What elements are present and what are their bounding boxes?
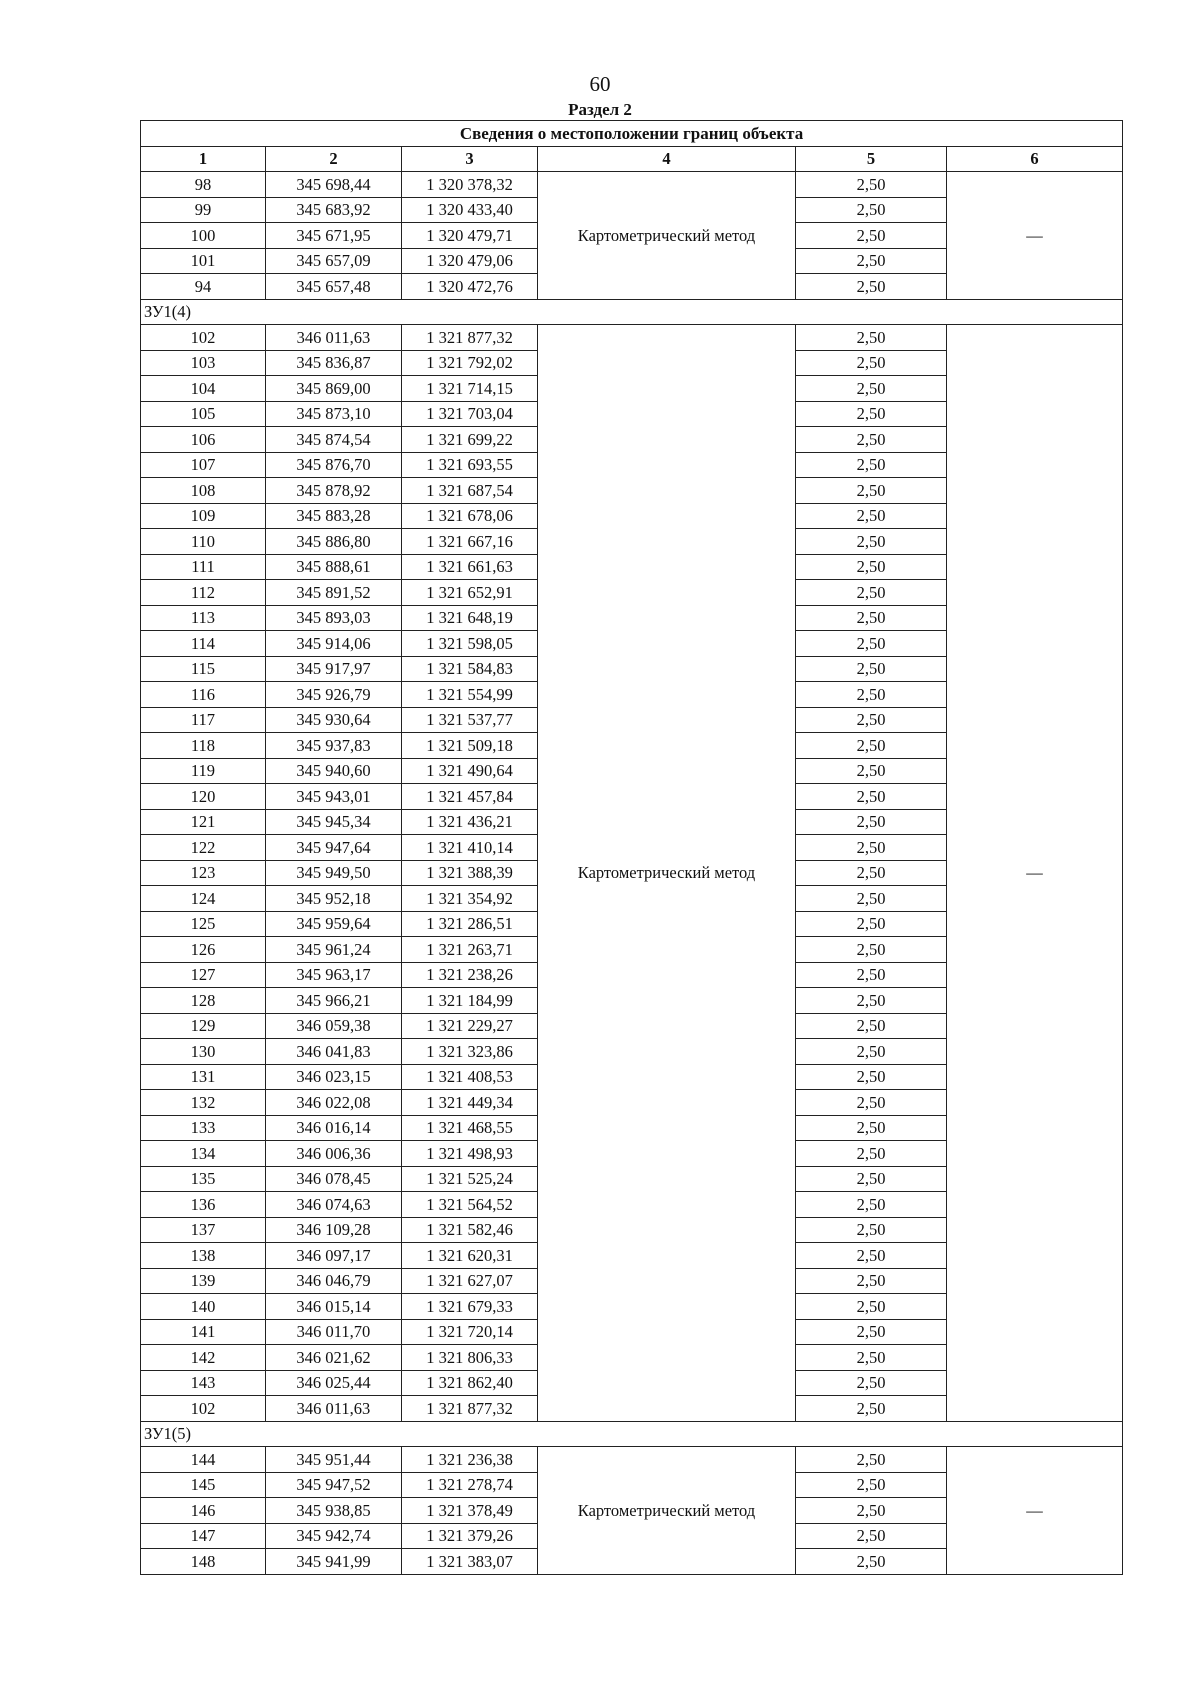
accuracy-cell: 2,50 xyxy=(796,325,947,351)
point-number-cell: 146 xyxy=(141,1498,266,1524)
accuracy-cell: 2,50 xyxy=(796,172,947,198)
accuracy-cell: 2,50 xyxy=(796,1013,947,1039)
y-coordinate-cell: 1 321 286,51 xyxy=(402,911,538,937)
y-coordinate-cell: 1 321 383,07 xyxy=(402,1549,538,1575)
point-number-cell: 143 xyxy=(141,1370,266,1396)
accuracy-cell: 2,50 xyxy=(796,1345,947,1371)
y-coordinate-cell: 1 321 627,07 xyxy=(402,1268,538,1294)
y-coordinate-cell: 1 320 378,32 xyxy=(402,172,538,198)
point-number-cell: 105 xyxy=(141,401,266,427)
x-coordinate-cell: 345 959,64 xyxy=(266,911,402,937)
accuracy-cell: 2,50 xyxy=(796,503,947,529)
x-coordinate-cell: 345 949,50 xyxy=(266,860,402,886)
y-coordinate-cell: 1 321 862,40 xyxy=(402,1370,538,1396)
accuracy-cell: 2,50 xyxy=(796,1370,947,1396)
x-coordinate-cell: 346 074,63 xyxy=(266,1192,402,1218)
x-coordinate-cell: 346 016,14 xyxy=(266,1115,402,1141)
point-number-cell: 108 xyxy=(141,478,266,504)
x-coordinate-cell: 345 945,34 xyxy=(266,809,402,835)
y-coordinate-cell: 1 321 449,34 xyxy=(402,1090,538,1116)
y-coordinate-cell: 1 321 388,39 xyxy=(402,860,538,886)
x-coordinate-cell: 345 883,28 xyxy=(266,503,402,529)
y-coordinate-cell: 1 320 472,76 xyxy=(402,274,538,300)
y-coordinate-cell: 1 321 410,14 xyxy=(402,835,538,861)
accuracy-cell: 2,50 xyxy=(796,1396,947,1422)
x-coordinate-cell: 345 698,44 xyxy=(266,172,402,198)
point-number-cell: 132 xyxy=(141,1090,266,1116)
accuracy-cell: 2,50 xyxy=(796,835,947,861)
x-coordinate-cell: 345 940,60 xyxy=(266,758,402,784)
x-coordinate-cell: 346 011,63 xyxy=(266,1396,402,1422)
x-coordinate-cell: 346 021,62 xyxy=(266,1345,402,1371)
point-number-cell: 124 xyxy=(141,886,266,912)
accuracy-cell: 2,50 xyxy=(796,529,947,555)
column-header-2: 2 xyxy=(266,146,402,172)
accuracy-cell: 2,50 xyxy=(796,860,947,886)
accuracy-cell: 2,50 xyxy=(796,937,947,963)
x-coordinate-cell: 346 078,45 xyxy=(266,1166,402,1192)
x-coordinate-cell: 345 683,92 xyxy=(266,197,402,223)
x-coordinate-cell: 345 938,85 xyxy=(266,1498,402,1524)
point-number-cell: 137 xyxy=(141,1217,266,1243)
accuracy-cell: 2,50 xyxy=(796,1064,947,1090)
point-number-cell: 115 xyxy=(141,656,266,682)
accuracy-cell: 2,50 xyxy=(796,427,947,453)
y-coordinate-cell: 1 321 468,55 xyxy=(402,1115,538,1141)
accuracy-cell: 2,50 xyxy=(796,733,947,759)
point-number-cell: 142 xyxy=(141,1345,266,1371)
x-coordinate-cell: 345 951,44 xyxy=(266,1447,402,1473)
x-coordinate-cell: 346 011,70 xyxy=(266,1319,402,1345)
point-number-cell: 110 xyxy=(141,529,266,555)
accuracy-cell: 2,50 xyxy=(796,758,947,784)
y-coordinate-cell: 1 321 229,27 xyxy=(402,1013,538,1039)
y-coordinate-cell: 1 321 436,21 xyxy=(402,809,538,835)
accuracy-cell: 2,50 xyxy=(796,1166,947,1192)
y-coordinate-cell: 1 321 537,77 xyxy=(402,707,538,733)
y-coordinate-cell: 1 321 720,14 xyxy=(402,1319,538,1345)
accuracy-cell: 2,50 xyxy=(796,631,947,657)
accuracy-cell: 2,50 xyxy=(796,1523,947,1549)
y-coordinate-cell: 1 321 687,54 xyxy=(402,478,538,504)
point-number-cell: 98 xyxy=(141,172,266,198)
point-number-cell: 120 xyxy=(141,784,266,810)
accuracy-cell: 2,50 xyxy=(796,376,947,402)
x-coordinate-cell: 346 109,28 xyxy=(266,1217,402,1243)
accuracy-cell: 2,50 xyxy=(796,248,947,274)
point-number-cell: 147 xyxy=(141,1523,266,1549)
point-number-cell: 138 xyxy=(141,1243,266,1269)
x-coordinate-cell: 346 059,38 xyxy=(266,1013,402,1039)
x-coordinate-cell: 345 874,54 xyxy=(266,427,402,453)
accuracy-cell: 2,50 xyxy=(796,988,947,1014)
y-coordinate-cell: 1 321 498,93 xyxy=(402,1141,538,1167)
x-coordinate-cell: 346 025,44 xyxy=(266,1370,402,1396)
y-coordinate-cell: 1 321 877,32 xyxy=(402,325,538,351)
point-number-cell: 107 xyxy=(141,452,266,478)
accuracy-cell: 2,50 xyxy=(796,1268,947,1294)
table-caption-row xyxy=(141,121,1123,147)
y-coordinate-cell: 1 321 564,52 xyxy=(402,1192,538,1218)
accuracy-cell: 2,50 xyxy=(796,656,947,682)
point-number-cell: 106 xyxy=(141,427,266,453)
accuracy-cell: 2,50 xyxy=(796,809,947,835)
y-coordinate-cell: 1 321 806,33 xyxy=(402,1345,538,1371)
accuracy-cell: 2,50 xyxy=(796,1447,947,1473)
note-cell: — xyxy=(947,1447,1123,1575)
method-cell: Картометрический метод xyxy=(538,1447,796,1575)
accuracy-cell: 2,50 xyxy=(796,1192,947,1218)
accuracy-cell: 2,50 xyxy=(796,1217,947,1243)
table-row xyxy=(141,1447,1123,1473)
point-number-cell: 116 xyxy=(141,682,266,708)
point-number-cell: 119 xyxy=(141,758,266,784)
x-coordinate-cell: 345 966,21 xyxy=(266,988,402,1014)
column-header-3: 3 xyxy=(402,146,538,172)
x-coordinate-cell: 345 947,52 xyxy=(266,1472,402,1498)
x-coordinate-cell: 346 023,15 xyxy=(266,1064,402,1090)
zone-label-row xyxy=(141,1421,1123,1447)
x-coordinate-cell: 345 888,61 xyxy=(266,554,402,580)
x-coordinate-cell: 345 926,79 xyxy=(266,682,402,708)
x-coordinate-cell: 345 657,48 xyxy=(266,274,402,300)
method-cell: Картометрический метод xyxy=(538,325,796,1422)
x-coordinate-cell: 345 947,64 xyxy=(266,835,402,861)
x-coordinate-cell: 345 952,18 xyxy=(266,886,402,912)
x-coordinate-cell: 345 917,97 xyxy=(266,656,402,682)
accuracy-cell: 2,50 xyxy=(796,1319,947,1345)
y-coordinate-cell: 1 321 457,84 xyxy=(402,784,538,810)
accuracy-cell: 2,50 xyxy=(796,1141,947,1167)
point-number-cell: 133 xyxy=(141,1115,266,1141)
y-coordinate-cell: 1 321 703,04 xyxy=(402,401,538,427)
x-coordinate-cell: 345 942,74 xyxy=(266,1523,402,1549)
point-number-cell: 131 xyxy=(141,1064,266,1090)
point-number-cell: 127 xyxy=(141,962,266,988)
table-body xyxy=(141,172,1123,1575)
point-number-cell: 114 xyxy=(141,631,266,657)
y-coordinate-cell: 1 321 667,16 xyxy=(402,529,538,555)
column-header-1: 1 xyxy=(141,146,266,172)
zone-label: ЗУ1(5) xyxy=(141,1421,1123,1447)
y-coordinate-cell: 1 321 554,99 xyxy=(402,682,538,708)
x-coordinate-cell: 345 893,03 xyxy=(266,605,402,631)
point-number-cell: 139 xyxy=(141,1268,266,1294)
point-number-cell: 125 xyxy=(141,911,266,937)
y-coordinate-cell: 1 320 479,71 xyxy=(402,223,538,249)
y-coordinate-cell: 1 320 433,40 xyxy=(402,197,538,223)
y-coordinate-cell: 1 321 263,71 xyxy=(402,937,538,963)
y-coordinate-cell: 1 321 184,99 xyxy=(402,988,538,1014)
table-caption: Сведения о местоположении границ объекта xyxy=(141,121,1123,147)
x-coordinate-cell: 346 011,63 xyxy=(266,325,402,351)
accuracy-cell: 2,50 xyxy=(796,1243,947,1269)
column-header-6: 6 xyxy=(947,146,1123,172)
y-coordinate-cell: 1 321 490,64 xyxy=(402,758,538,784)
y-coordinate-cell: 1 321 652,91 xyxy=(402,580,538,606)
point-number-cell: 113 xyxy=(141,605,266,631)
x-coordinate-cell: 345 873,10 xyxy=(266,401,402,427)
point-number-cell: 126 xyxy=(141,937,266,963)
accuracy-cell: 2,50 xyxy=(796,350,947,376)
x-coordinate-cell: 345 886,80 xyxy=(266,529,402,555)
x-coordinate-cell: 346 022,08 xyxy=(266,1090,402,1116)
point-number-cell: 101 xyxy=(141,248,266,274)
point-number-cell: 140 xyxy=(141,1294,266,1320)
y-coordinate-cell: 1 321 620,31 xyxy=(402,1243,538,1269)
point-number-cell: 144 xyxy=(141,1447,266,1473)
x-coordinate-cell: 345 671,95 xyxy=(266,223,402,249)
point-number-cell: 109 xyxy=(141,503,266,529)
y-coordinate-cell: 1 321 679,33 xyxy=(402,1294,538,1320)
x-coordinate-cell: 345 943,01 xyxy=(266,784,402,810)
y-coordinate-cell: 1 321 584,83 xyxy=(402,656,538,682)
y-coordinate-cell: 1 321 378,49 xyxy=(402,1498,538,1524)
accuracy-cell: 2,50 xyxy=(796,197,947,223)
y-coordinate-cell: 1 321 354,92 xyxy=(402,886,538,912)
point-number-cell: 102 xyxy=(141,325,266,351)
method-cell: Картометрический метод xyxy=(538,172,796,300)
accuracy-cell: 2,50 xyxy=(796,580,947,606)
x-coordinate-cell: 345 961,24 xyxy=(266,937,402,963)
note-cell: — xyxy=(947,325,1123,1422)
x-coordinate-cell: 345 914,06 xyxy=(266,631,402,657)
section-title: Раздел 2 xyxy=(568,100,632,119)
boundary-coordinates-table xyxy=(140,120,1123,1575)
point-number-cell: 134 xyxy=(141,1141,266,1167)
point-number-cell: 135 xyxy=(141,1166,266,1192)
x-coordinate-cell: 345 878,92 xyxy=(266,478,402,504)
x-coordinate-cell: 345 937,83 xyxy=(266,733,402,759)
y-coordinate-cell: 1 321 598,05 xyxy=(402,631,538,657)
point-number-cell: 122 xyxy=(141,835,266,861)
point-number-cell: 102 xyxy=(141,1396,266,1422)
point-number-cell: 136 xyxy=(141,1192,266,1218)
y-coordinate-cell: 1 321 714,15 xyxy=(402,376,538,402)
x-coordinate-cell: 345 930,64 xyxy=(266,707,402,733)
accuracy-cell: 2,50 xyxy=(796,223,947,249)
accuracy-cell: 2,50 xyxy=(796,1115,947,1141)
y-coordinate-cell: 1 321 408,53 xyxy=(402,1064,538,1090)
y-coordinate-cell: 1 321 699,22 xyxy=(402,427,538,453)
y-coordinate-cell: 1 321 509,18 xyxy=(402,733,538,759)
y-coordinate-cell: 1 321 238,26 xyxy=(402,962,538,988)
accuracy-cell: 2,50 xyxy=(796,707,947,733)
point-number-cell: 141 xyxy=(141,1319,266,1345)
y-coordinate-cell: 1 321 693,55 xyxy=(402,452,538,478)
y-coordinate-cell: 1 321 877,32 xyxy=(402,1396,538,1422)
accuracy-cell: 2,50 xyxy=(796,401,947,427)
x-coordinate-cell: 345 657,09 xyxy=(266,248,402,274)
accuracy-cell: 2,50 xyxy=(796,911,947,937)
accuracy-cell: 2,50 xyxy=(796,1294,947,1320)
y-coordinate-cell: 1 321 236,38 xyxy=(402,1447,538,1473)
point-number-cell: 145 xyxy=(141,1472,266,1498)
x-coordinate-cell: 346 046,79 xyxy=(266,1268,402,1294)
point-number-cell: 100 xyxy=(141,223,266,249)
column-header-5: 5 xyxy=(796,146,947,172)
y-coordinate-cell: 1 321 678,06 xyxy=(402,503,538,529)
y-coordinate-cell: 1 320 479,06 xyxy=(402,248,538,274)
x-coordinate-cell: 346 015,14 xyxy=(266,1294,402,1320)
accuracy-cell: 2,50 xyxy=(796,452,947,478)
accuracy-cell: 2,50 xyxy=(796,682,947,708)
accuracy-cell: 2,50 xyxy=(796,1039,947,1065)
column-header-row xyxy=(141,146,1123,172)
y-coordinate-cell: 1 321 525,24 xyxy=(402,1166,538,1192)
point-number-cell: 94 xyxy=(141,274,266,300)
y-coordinate-cell: 1 321 661,63 xyxy=(402,554,538,580)
y-coordinate-cell: 1 321 582,46 xyxy=(402,1217,538,1243)
accuracy-cell: 2,50 xyxy=(796,962,947,988)
y-coordinate-cell: 1 321 323,86 xyxy=(402,1039,538,1065)
table-row xyxy=(141,172,1123,198)
accuracy-cell: 2,50 xyxy=(796,478,947,504)
x-coordinate-cell: 346 041,83 xyxy=(266,1039,402,1065)
zone-label: ЗУ1(4) xyxy=(141,299,1123,325)
x-coordinate-cell: 345 876,70 xyxy=(266,452,402,478)
accuracy-cell: 2,50 xyxy=(796,1472,947,1498)
y-coordinate-cell: 1 321 379,26 xyxy=(402,1523,538,1549)
x-coordinate-cell: 345 891,52 xyxy=(266,580,402,606)
x-coordinate-cell: 345 836,87 xyxy=(266,350,402,376)
zone-label-row xyxy=(141,299,1123,325)
accuracy-cell: 2,50 xyxy=(796,554,947,580)
point-number-cell: 104 xyxy=(141,376,266,402)
accuracy-cell: 2,50 xyxy=(796,886,947,912)
point-number-cell: 128 xyxy=(141,988,266,1014)
point-number-cell: 123 xyxy=(141,860,266,886)
point-number-cell: 103 xyxy=(141,350,266,376)
point-number-cell: 99 xyxy=(141,197,266,223)
point-number-cell: 111 xyxy=(141,554,266,580)
x-coordinate-cell: 346 006,36 xyxy=(266,1141,402,1167)
y-coordinate-cell: 1 321 792,02 xyxy=(402,350,538,376)
y-coordinate-cell: 1 321 648,19 xyxy=(402,605,538,631)
page-number: 60 xyxy=(589,72,611,96)
x-coordinate-cell: 345 869,00 xyxy=(266,376,402,402)
point-number-cell: 112 xyxy=(141,580,266,606)
x-coordinate-cell: 345 941,99 xyxy=(266,1549,402,1575)
accuracy-cell: 2,50 xyxy=(796,1549,947,1575)
table-row xyxy=(141,325,1123,351)
accuracy-cell: 2,50 xyxy=(796,274,947,300)
point-number-cell: 121 xyxy=(141,809,266,835)
point-number-cell: 129 xyxy=(141,1013,266,1039)
accuracy-cell: 2,50 xyxy=(796,1498,947,1524)
x-coordinate-cell: 346 097,17 xyxy=(266,1243,402,1269)
point-number-cell: 148 xyxy=(141,1549,266,1575)
point-number-cell: 130 xyxy=(141,1039,266,1065)
column-header-4: 4 xyxy=(538,146,796,172)
point-number-cell: 117 xyxy=(141,707,266,733)
x-coordinate-cell: 345 963,17 xyxy=(266,962,402,988)
note-cell: — xyxy=(947,172,1123,300)
accuracy-cell: 2,50 xyxy=(796,1090,947,1116)
y-coordinate-cell: 1 321 278,74 xyxy=(402,1472,538,1498)
accuracy-cell: 2,50 xyxy=(796,784,947,810)
point-number-cell: 118 xyxy=(141,733,266,759)
accuracy-cell: 2,50 xyxy=(796,605,947,631)
